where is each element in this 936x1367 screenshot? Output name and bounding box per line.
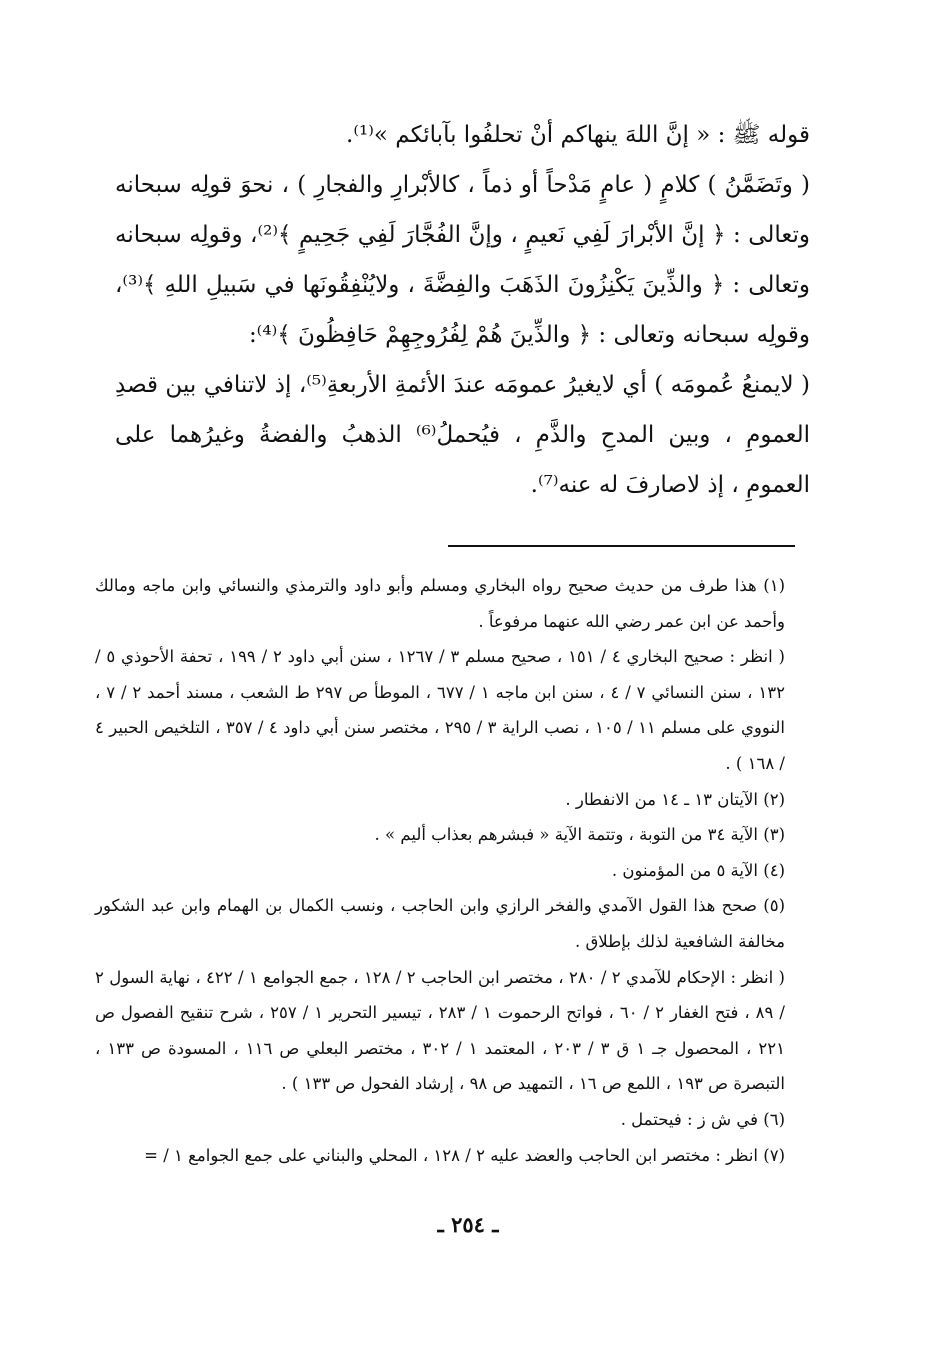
- footnote-2: (٢) الآيتان ١٣ ـ ١٤ من الانفطار .: [565, 789, 785, 809]
- paragraph-general-praise-blame: ( وتَضَمَّنُ ) كلامٍ ( عامٍ مَدْحاً أو ذماً ، كالأبْرارِ والفجارِ ) ، نحوَ قولِه سبحانه وتعالى : ﴿ إنَّ الأبْرارَ لَفِي نَعيمٍ ، وإنَّ الفُجَّارَ لَفِي جَحِيمٍ ﴾⁽²⁾، وقولِه سبحانه وتعالى : ﴿ والذِّينَ يَكْنِزُونَ الذَهَبَ والفِضَّةَ ، ولايُنْفِقُونَها في سَبيلِ اللهِ ﴾⁽³⁾، وقولِه سبحانه وتعالى : ﴿ والذِّينَ هُمْ لِفُرُوجِهِمْ حَافِظُونَ ﴾⁽⁴⁾:: [115, 172, 810, 348]
- main-text: [115, 110, 810, 510]
- footnote-4: (٤) الآية ٥ من المؤمنون .: [611, 860, 785, 880]
- footnote-1-references: ( انظر : صحيح البخاري ٤ / ١٥١ ، صحيح مسلم ٣ / ١٢٦٧ ، سنن أبي داود ٢ / ١٩٩ ، تحفة الأحوذي ٥ / ١٣٢ ، سنن النسائي ٧ / ٤ ، سنن ابن ماجه ١ / ٦٧٧ ، الموطأ ص ٢٩٧ ط الشعب ، مسند أحمد ٢ / ٧ ، النووي على مسلم ١١ / ١٠٥ ، نصب الراية ٣ / ٢٩٥ ، مختصر سنن أبي داود ٤ / ٣٥٧ ، التلخيص الحبير ٤ / ١٦٨ ) .: [95, 647, 785, 773]
- footnote-5: (٥) صحح هذا القول الآمدي والفخر الرازي وابن الحاجب ، ونسب الكمال بن الهمام وابن عبد الشكور مخالفة الشافعية لذلك بإطلاق .: [95, 896, 785, 951]
- page-number: ـ ٢٥٤ ـ: [437, 1212, 499, 1237]
- paragraph-hadith: قوله ﷺ : « إنَّ اللهَ ينهاكم أنْ تحلفُوا بآبائكم »⁽¹⁾.: [346, 122, 810, 148]
- footnote-6: (٦) في ش ز : فيحتمل .: [620, 1109, 785, 1129]
- footnote-7: (٧) انظر : مختصر ابن الحاجب والعضد عليه ٢ / ١٢٨ ، المحلي والبناني على جمع الجوامع ١ / =: [144, 1145, 785, 1165]
- footnotes: [95, 568, 813, 1173]
- paragraph-generality-rule: ( لايمنعُ عُمومَه ) أي لايغيرُ عمومَه عندَ الأئمةِ الأربعةِ⁽⁵⁾، إذ لاتنافي بين قصدِ العمومِ ، وبين المدحِ والذَّمِ ، فيُحملُ⁽⁶⁾ الذهبُ والفضةُ وغيرُهما على العمومِ ، إذ لاصارفَ له عنه⁽⁷⁾.: [115, 372, 810, 498]
- footnote-1: (١) هذا طرف من حديث صحيح رواه البخاري ومسلم وأبو داود والترمذي والنسائي وابن ماجه ومالك وأحمد عن ابن عمر رضي الله عنهما مرفوعاً .: [95, 576, 785, 631]
- footnote-separator: [448, 545, 795, 547]
- footnote-3: (٣) الآية ٣٤ من التوبة ، وتتمة الآية « فبشرهم بعذاب أليم » .: [374, 825, 785, 845]
- footnote-5-references: ( انظر : الإحكام للآمدي ٢ / ٢٨٠ ، مختصر ابن الحاجب ٢ / ١٢٨ ، جمع الجوامع ١ / ٤٢٢ ، نهاية السول ٢ / ٨٩ ، فتح الغفار ٢ / ٦٠ ، فواتح الرحموت ١ / ٢٨٣ ، تيسير التحرير ١ / ٢٥٧ ، شرح تنقيح الفصول ص ٢٢١ ، المحصول جـ ١ ق ٣ / ٢٠٣ ، المعتمد ١ / ٣٠٢ ، مختصر البعلي ص ١١٦ ، المسودة ص ١٣٣ ، التبصرة ص ١٩٣ ، اللمع ص ١٦ ، التمهيد ص ٩٨ ، إرشاد الفحول ص ١٣٣ ) .: [95, 967, 785, 1094]
